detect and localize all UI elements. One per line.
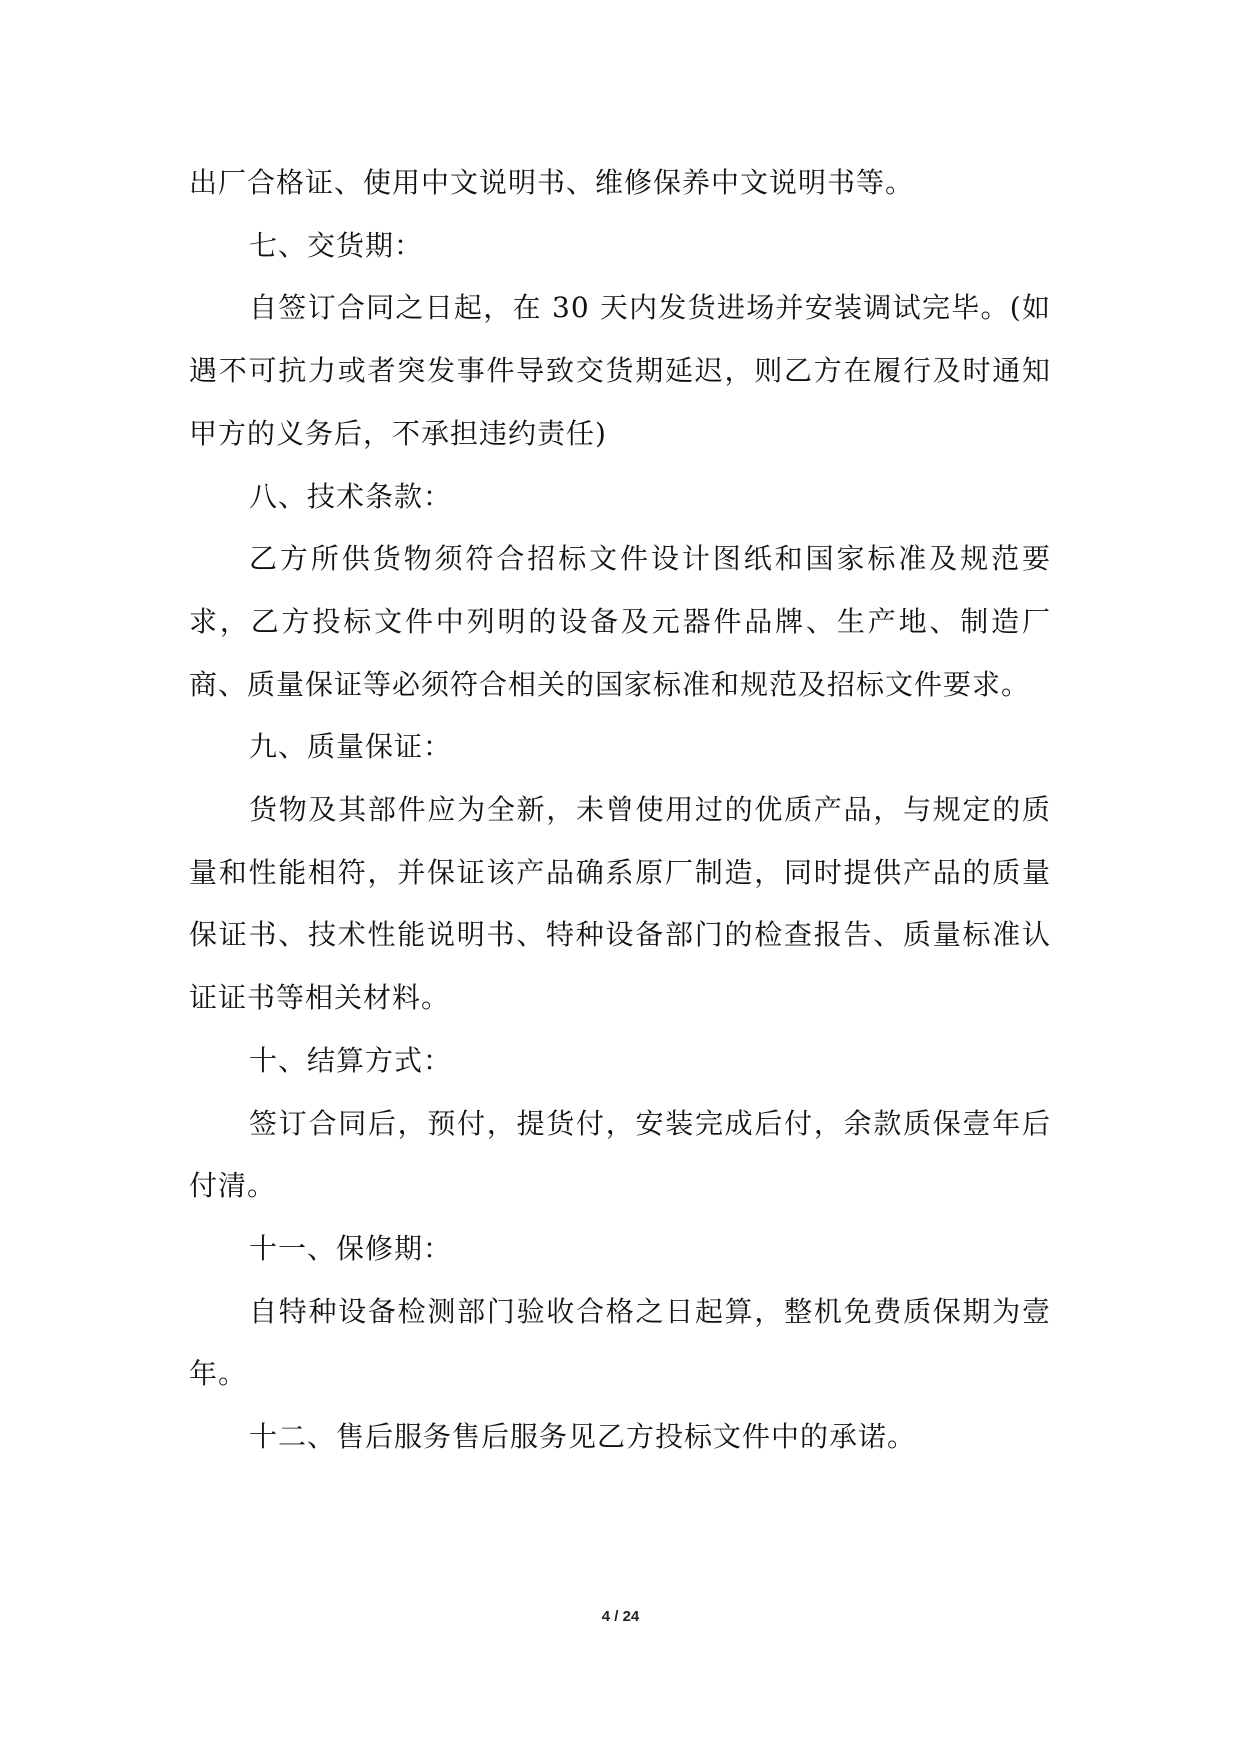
heading-quality-assurance: 九、质量保证： xyxy=(249,730,453,764)
paragraph-quality-assurance: 货物及其部件应为全新，未曾使用过的优质产品，与规定的质量和性能相符，并保证该产品确系原厂制造，同时提供产品的质量保证书、技术性能说明书、特种设备部门的检查报告、质量标准认证证书等相关材料。 xyxy=(189,793,1051,1015)
heading-after-sales-service: 十二、售后服务售后服务见乙方投标文件中的承诺。 xyxy=(249,1420,917,1454)
paragraph-technical-terms: 乙方所供货物须符合招标文件设计图纸和国家标准及规范要求，乙方投标文件中列明的设备及元器件品牌、生产地、制造厂商、质量保证等必须符合相关的国家标准和规范及招标文件要求。 xyxy=(189,542,1051,701)
paragraph-continuation: 出厂合格证、使用中文说明书、维修保养中文说明书等。 xyxy=(189,166,915,199)
paragraph-settlement-method: 签订合同后，预付，提货付，安装完成后付，余款质保壹年后付清。 xyxy=(189,1106,1051,1203)
document-body xyxy=(189,152,1051,1469)
heading-settlement-method: 十、结算方式： xyxy=(249,1043,453,1077)
heading-technical-terms: 八、技术条款： xyxy=(249,479,453,513)
heading-delivery-period: 七、交货期： xyxy=(249,228,424,262)
paragraph-delivery-period: 自签订合同之日起，在 30 天内发货进场并安装调试完毕。(如遇不可抗力或者突发事件导致交货期延迟，则乙方在履行及时通知甲方的义务后，不承担违约责任) xyxy=(189,291,1051,450)
page-number: 4 / 24 xyxy=(601,1608,640,1625)
paragraph-warranty-period: 自特种设备检测部门验收合格之日起算，整机免费质保期为壹年。 xyxy=(189,1294,1051,1391)
heading-warranty-period: 十一、保修期： xyxy=(249,1231,453,1265)
